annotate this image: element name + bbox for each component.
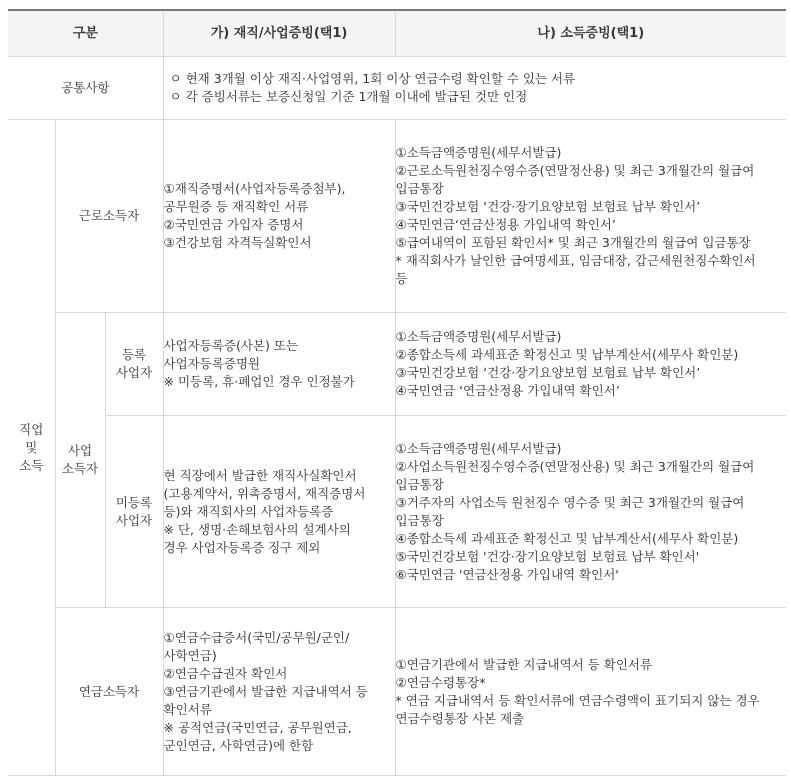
pension-label: 연금소득자 — [55, 608, 163, 776]
group-label-line: 및 — [25, 439, 38, 455]
pension-a-line: ③연금기관에서 발급한 지급내역서 등 — [163, 683, 368, 699]
pension-a-line: ※ 공적연금(국민연금, 공무원연금, — [163, 719, 352, 735]
unregistered-label-line: 미등록 — [115, 494, 153, 510]
worker-a-line: ②국민연금 가입자 증명서 — [163, 217, 304, 232]
pension-a-line: 사학연금) — [163, 647, 217, 663]
business-label-line: 사업 — [67, 443, 93, 458]
guarantee-document-table — [8, 9, 786, 776]
registered-row — [8, 313, 786, 416]
unregistered-a — [163, 416, 395, 608]
worker-a-line: ③건강보험 자격득실확인서 — [163, 235, 312, 250]
group-label — [8, 120, 55, 776]
group-label-line: 소득 — [19, 457, 44, 473]
unregistered-b-line: ⑤국민건강보험 '건강·장기요양보험 보험료 납부 확인서' — [395, 548, 700, 564]
registered-a-line: 사업자등록증명원 — [163, 356, 261, 371]
pension-b-line: 연금수령통장 사본 제출 — [395, 710, 525, 726]
common-line: ㅇ 각 증빙서류는 보증신청일 기준 1개월 이내에 발급된 것만 인정 — [169, 89, 528, 104]
unregistered-label — [105, 416, 163, 608]
unregistered-row — [8, 416, 786, 608]
pension-b-line: ①연금기관에서 발급한 지급내역서 등 확인서류 — [395, 656, 653, 672]
worker-b-line: ②근로소득원천징수영수증(연말정산용) 및 최근 3개월간의 월급여 — [395, 163, 755, 178]
header-row — [8, 10, 786, 57]
unregistered-a-line: 현 직장에서 발급한 재직사실확인서 — [163, 467, 357, 483]
pension-a-line: 확인서류 — [163, 701, 212, 717]
unregistered-a-line: ※ 단, 생명·손해보험사의 설계사의 — [163, 521, 351, 537]
unregistered-b-line: ②사업소득원천징수영수증(연말정산용) 및 최근 3개월간의 월급여 — [395, 458, 755, 474]
pension-a — [163, 608, 395, 776]
unregistered-b-line: ①소득금액증명원(세무서발급) — [395, 440, 562, 456]
unregistered-b-line: ⑥국민연금 '연금산정용 가입내역 확인서' — [395, 566, 619, 582]
registered-b-line: ①소득금액증명원(세무서발급) — [395, 329, 562, 344]
header-col-b: 나) 소득증빙(택1) — [395, 10, 786, 57]
worker-b-line: * 재직회사가 날인한 급여명세표, 임금대장, 갑근세원천징수확인서 — [395, 253, 756, 268]
business-label-line: 소득자 — [61, 461, 99, 476]
header-col-a: 가) 재직/사업증빙(택1) — [163, 10, 395, 57]
registered-a-line: 사업자등록증(사본) 또는 — [163, 338, 299, 353]
business-label — [55, 313, 105, 608]
worker-b-line: ③국민건강보험 ‘건강·장기요양보험 보험료 납부 확인서’ — [395, 199, 701, 214]
worker-a-line: ①재직증명서(사업자등록증첨부), — [163, 181, 346, 196]
worker-label: 근로소득자 — [55, 120, 163, 313]
unregistered-b-line: 입금통장 — [395, 476, 444, 492]
registered-b-line: ③국민건강보험 ‘건강·장기요양보험 보험료 납부 확인서’ — [395, 365, 701, 380]
pension-b-line: ②연금수령통장* — [395, 674, 486, 690]
common-line: ㅇ 현재 3개월 이상 재직·사업영위, 1회 이상 연금수령 확인할 수 있는 서류 — [169, 71, 576, 86]
unregistered-b-line: 입금통장 — [395, 512, 444, 528]
worker-a — [163, 120, 395, 313]
unregistered-b-line: ③거주자의 사업소득 원천징수 영수증 및 최근 3개월간의 월급여 — [395, 494, 745, 510]
pension-a-line: ②연금수급권자 확인서 — [163, 665, 288, 681]
unregistered-a-line: (고용계약서, 위촉증명서, 재직증명서 — [163, 485, 366, 501]
worker-b-line: ⑤급여내역이 포함된 확인서* 및 최근 3개월간의 월급여 입금통장 — [395, 235, 751, 250]
registered-a — [163, 313, 395, 416]
pension-b — [395, 608, 786, 776]
registered-label-line: 사업자 — [115, 365, 153, 380]
group-label-line: 직업 — [19, 421, 44, 437]
worker-b-line: 입금통장 — [395, 181, 444, 196]
registered-b-line: ④국민연금 ‘연금산정용 가입내역 확인서’ — [395, 383, 620, 398]
common-label: 공통사항 — [8, 57, 163, 120]
unregistered-a-line: 경우 사업자등록증 징구 제외 — [163, 539, 321, 555]
header-category: 구분 — [8, 10, 163, 57]
worker-b-line: ④국민연금‘연금산정용 가입내역 확인서’ — [395, 217, 616, 232]
pension-a-line: 군인연금, 사학연금)에 한함 — [163, 737, 314, 753]
registered-a-line: ※ 미등록, 휴·폐업인 경우 인정불가 — [163, 374, 355, 389]
worker-a-line: 공무원증 등 재직확인 서류 — [163, 199, 309, 214]
pension-b-line: * 연금 지급내역서 등 확인서류에 연금수령액이 표기되지 않는 경우 — [395, 692, 760, 708]
unregistered-b-line: ④종합소득세 과세표준 확정신고 및 납부계산서(세무사 확인분) — [395, 530, 739, 546]
unregistered-b — [395, 416, 786, 608]
worker-b — [395, 120, 786, 313]
registered-label-line: 등록 — [121, 347, 147, 362]
worker-row — [8, 120, 786, 313]
common-text — [163, 57, 786, 120]
registered-b-line: ②종합소득세 과세표준 확정신고 및 납부계산서(세무사 확인분) — [395, 347, 739, 362]
common-row — [8, 57, 786, 120]
pension-row — [8, 608, 786, 776]
registered-b — [395, 313, 786, 416]
worker-b-line: ①소득금액증명원(세무서발급) — [395, 145, 562, 160]
unregistered-label-line: 사업자 — [115, 512, 153, 528]
worker-b-line: 등 — [395, 271, 408, 286]
pension-a-line: ①연금수급증서(국민/공무원/군인/ — [163, 629, 350, 645]
unregistered-a-line: 등)와 재직회사의 사업자등록증 — [163, 503, 334, 519]
registered-label — [105, 313, 163, 416]
